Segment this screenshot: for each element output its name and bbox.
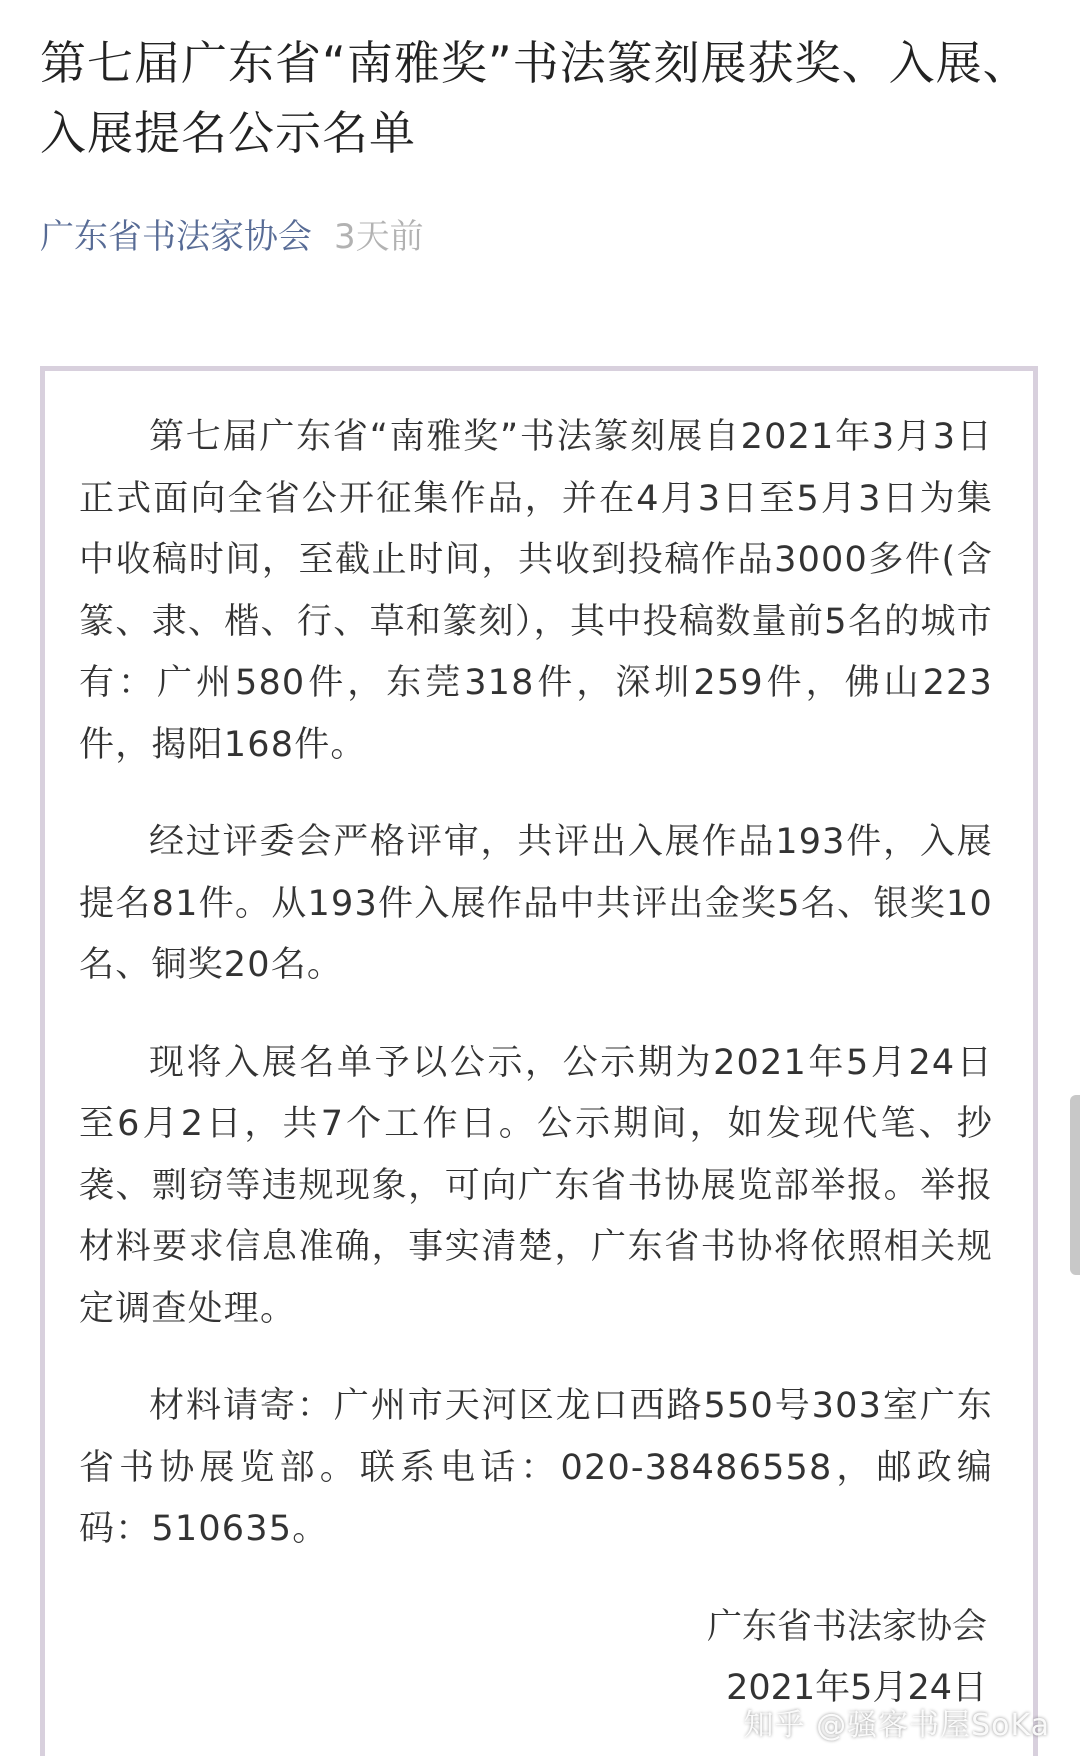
scrollbar-thumb[interactable] <box>1070 1095 1080 1275</box>
notice-paragraph-3: 现将入展名单予以公示，公示期为2021年5月24日至6月2日，共7个工作日。公示期间，如发现代笔、抄袭、剽窃等违规现象，可向广东省书协展览部举报。举报材料要求信息准确，事实清楚，广东省书协将依照相关规定调查处理。 <box>79 1042 993 1329</box>
notice-paragraph-1: 第七届广东省“南雅奖”书法篆刻展自2021年3月3日正式面向全省公开征集作品，并在4月3日至5月3日为集中收稿时间，至截止时间，共收到投稿作品3000多件(含篆、隶、楷、行、草和篆刻），其中投稿数量前5名的城市有：广州580件，东莞318件，深圳259件，佛山223件，揭阳168件。 <box>79 417 993 765</box>
notice-paragraph-4: 材料请寄：广州市天河区龙口西路550号303室广东省书协展览部。联系电话：020-38486558，邮政编码：510635。 <box>79 1386 993 1549</box>
signature-org: 广东省书法家协会 <box>706 1606 987 1647</box>
article-meta <box>40 212 424 262</box>
notice-box <box>40 366 1038 1756</box>
author-link[interactable]: 广东省书法家协会 <box>40 217 312 257</box>
article-title: 第七届广东省“南雅奖”书法篆刻展获奖、入展、入展提名公示名单 <box>40 36 1030 160</box>
watermark: 知乎 @骚客书屋SoKa <box>743 1708 1050 1743</box>
publish-time: 3天前 <box>334 217 424 257</box>
signature-date: 2021年5月24日 <box>726 1668 987 1708</box>
notice-paragraph-2: 经过评委会严格评审，共评出入展作品193件，入展提名81件。从193件入展作品中共评出金奖5名、银奖10名、铜奖20名。 <box>79 822 993 985</box>
